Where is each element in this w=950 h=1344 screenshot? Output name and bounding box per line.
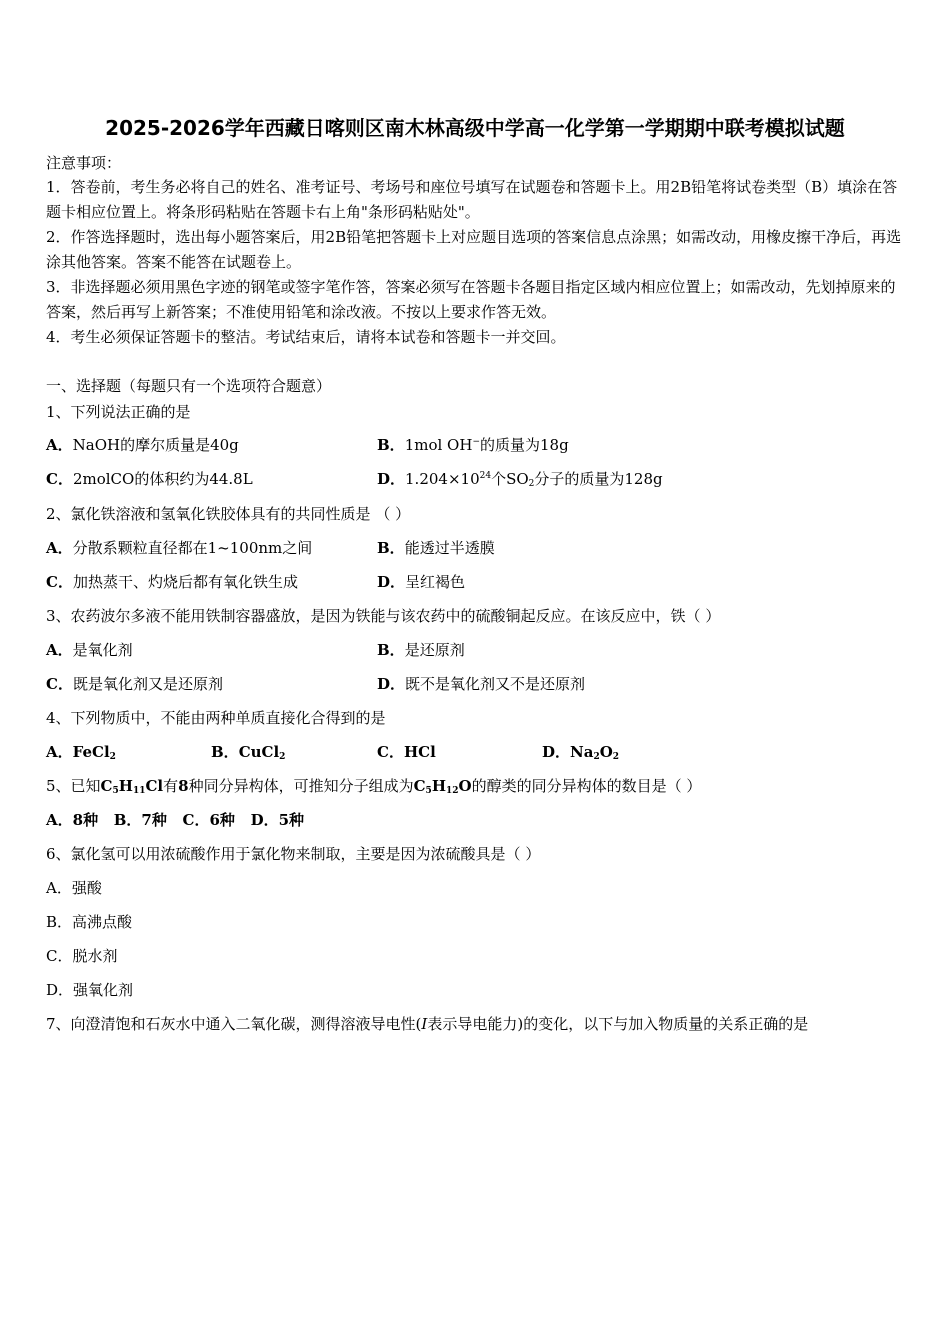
formula-part: C: [100, 777, 113, 795]
option-text: 既不是氧化剂又不是还原剂: [405, 675, 586, 693]
count: 8: [178, 777, 189, 795]
question-4-option-c: [377, 741, 436, 762]
option-text: 的质量为18g: [479, 436, 569, 454]
option-text: CuCl: [238, 743, 280, 761]
formula-part: Cl: [145, 777, 164, 795]
option-text: 1.204×10: [405, 470, 480, 488]
subscript: 12: [446, 786, 459, 796]
subscript: 2: [593, 752, 600, 762]
option-label: D．: [377, 675, 406, 693]
subscript: 2: [528, 479, 535, 489]
option-text: 呈红褐色: [405, 573, 466, 591]
option-label: D．: [377, 470, 406, 488]
question-3-option-c: [46, 673, 223, 694]
option-label: D．: [377, 573, 406, 591]
subscript: 5: [425, 786, 432, 796]
notice-item-2: 2．作答选择题时，选出每小题答案后，用2B铅笔把答题卡上对应题目选项的答案信息点涂黑；如需改动，用橡皮擦干净后，再选涂其他答案。答案不能答在试题卷上。: [46, 228, 902, 271]
question-2-option-a: [46, 537, 312, 558]
stem-text: 有: [163, 777, 179, 795]
question-1-option-a: [46, 434, 239, 455]
option-label: C．: [46, 573, 73, 591]
option-label: A．: [46, 743, 73, 761]
option-text: 是氧化剂: [72, 641, 133, 659]
variable: I: [421, 1015, 428, 1033]
option-label: D．: [542, 743, 571, 761]
option-text: FeCl: [72, 743, 110, 761]
question-6-stem: 6、氯化氢可以用浓硫酸作用于氯化物来制取，主要是因为浓硫酸具是（ ）: [46, 845, 541, 863]
section-heading: 一、选择题（每题只有一个选项符合题意）: [46, 377, 332, 395]
option-text: 2molCO的体积约为44.8L: [72, 470, 253, 488]
formula-part: O: [458, 777, 472, 795]
question-1-option-b: [377, 434, 569, 455]
option-text: HCl: [403, 743, 436, 761]
question-4-option-b: [211, 741, 285, 762]
superscript: −: [472, 437, 480, 447]
notice-heading: 注意事项：: [46, 154, 122, 172]
formula: [414, 777, 472, 795]
question-7-stem: [46, 1013, 808, 1034]
page-title: 2025-2026学年西藏日喀则区南木林高级中学高一化学第一学期期中联考模拟试题: [105, 116, 845, 140]
option-text: 加热蒸干、灼烧后都有氧化铁生成: [72, 573, 298, 591]
question-4-option-d: [542, 741, 619, 762]
question-2-option-c: [46, 571, 298, 592]
question-4-option-a: [46, 741, 116, 762]
option-text: 能透过半透膜: [404, 539, 495, 557]
subscript: 5: [112, 786, 119, 796]
subscript: 2: [109, 752, 116, 762]
superscript: 24: [479, 471, 492, 481]
option-text: Na: [570, 743, 594, 761]
question-1-option-d: [377, 468, 663, 489]
question-1-stem: 1、下列说法正确的是: [46, 403, 191, 421]
option-label: A．: [46, 436, 73, 454]
option-label: A．: [46, 539, 73, 557]
option-label: B．: [377, 436, 405, 454]
subscript: 11: [132, 786, 146, 796]
option-label: B．: [377, 539, 405, 557]
question-2-option-d: [377, 571, 465, 592]
notice-item-3: 3．非选择题必须用黑色字迹的钢笔或签字笔作答，答案必须写在答题卡各题目指定区域内相应位置上；如需改动，先划掉原来的答案，然后再写上新答案；不准使用铅笔和涂改液。不按以上要求作答无效。: [46, 278, 896, 321]
option-text: 个SO: [491, 470, 529, 488]
formula-part: H: [431, 777, 446, 795]
question-6-option-b: B．高沸点酸: [46, 913, 133, 931]
option-text: NaOH的摩尔质量是40g: [72, 436, 239, 454]
option-text: 1mol OH: [404, 436, 473, 454]
question-1-option-c: [46, 468, 253, 489]
subscript: 2: [612, 752, 620, 762]
question-3-option-d: [377, 673, 585, 694]
option-text: 分散系颗粒直径都在1~100nm之间: [72, 539, 313, 557]
notice-item-1: 1．答卷前，考生务必将自己的姓名、准考证号、考场号和座位号填写在试题卷和答题卡上。用2B铅笔将试卷类型（B）填涂在答题卡相应位置上。将条形码粘贴在答题卡右上角"条形码粘贴处"。: [46, 178, 898, 221]
formula-part: H: [118, 777, 133, 795]
stem-text: 种同分异构体，可推知分子组成为: [188, 777, 414, 795]
subscript: 2: [279, 752, 286, 762]
question-5-stem: [46, 775, 701, 796]
question-6-option-a: A．强酸: [46, 879, 102, 897]
question-2-option-b: [377, 537, 495, 558]
question-2-stem: 2、氯化铁溶液和氢氧化铁胶体具有的共同性质是 （ ）: [46, 505, 411, 523]
question-5-options: A．8种 B．7种 C．6种 D．5种: [46, 811, 305, 829]
question-6-option-c: C．脱水剂: [46, 947, 118, 965]
option-label: B．: [377, 641, 405, 659]
option-text: 既是氧化剂又是还原剂: [72, 675, 223, 693]
option-text: 分子的质量为128g: [534, 470, 663, 488]
option-label: C．: [377, 743, 404, 761]
formula: [101, 777, 164, 795]
formula-part: C: [413, 777, 426, 795]
question-3-option-a: [46, 639, 133, 660]
question-4-stem: 4、下列物质中，不能由两种单质直接化合得到的是: [46, 709, 386, 727]
stem-text: 7、向澄清饱和石灰水中通入二氧化碳，测得溶液导电性(: [46, 1015, 422, 1033]
option-label: C．: [46, 675, 73, 693]
question-6-option-d: D．强氧化剂: [46, 981, 134, 999]
notice-item-4: 4．考生必须保证答题卡的整洁。考试结束后，请将本试卷和答题卡一并交回。: [46, 328, 566, 346]
question-3-option-b: [377, 639, 465, 660]
option-label: B．: [211, 743, 239, 761]
question-3-stem: 3、农药波尔多液不能用铁制容器盛放，是因为铁能与该农药中的硫酸铜起反应。在该反应中，铁（ ）: [46, 607, 721, 625]
option-text: 是还原剂: [404, 641, 465, 659]
stem-text: 的醇类的同分异构体的数目是（ ）: [471, 777, 702, 795]
option-label: A．: [46, 641, 73, 659]
stem-text: 5、已知: [46, 777, 101, 795]
stem-text: 表示导电能力)的变化，以下与加入物质量的关系正确的是: [427, 1015, 809, 1033]
option-label: C．: [46, 470, 73, 488]
option-text: O: [599, 743, 613, 761]
